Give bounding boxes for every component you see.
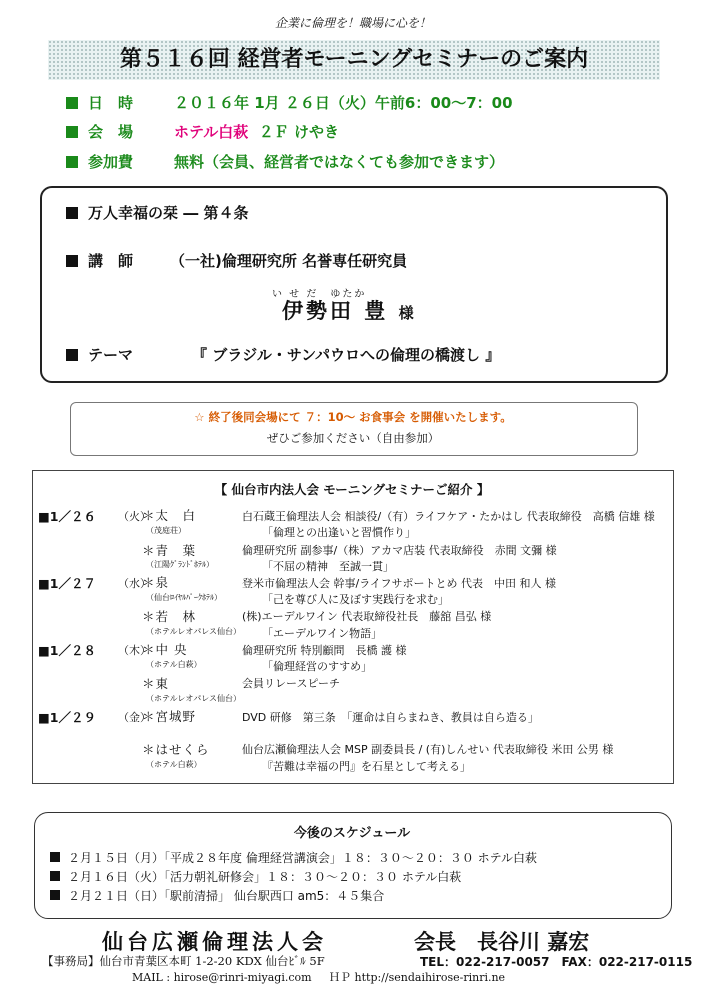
row-hotel: （ホテル白萩）: [146, 760, 202, 769]
office-address: 【事務局】仙台市青葉区本町 1-2-20 KDX 仙台ﾋﾞﾙ 5F: [42, 954, 325, 968]
row-dow: （木）: [118, 644, 151, 657]
schedule-item: [50, 868, 461, 885]
theme-label: テーマ: [88, 346, 134, 364]
theme-row: [66, 344, 500, 365]
page-title: 第５１６回 経営者モーニングセミナーのご案内: [119, 47, 589, 72]
organization-name: 仙台広瀬倫理法人会: [102, 930, 327, 954]
row-description: 倫理研究所 副参事/（株）アカマ店装 代表取締役 赤間 文彌 様: [242, 544, 557, 557]
fee-row: [66, 151, 504, 172]
row-description: 仙台広瀬倫理法人会 MSP 副委員長 / (有)しんせい 代表取締役 米田 公男 様: [242, 743, 614, 756]
bullet-square-icon: [50, 852, 60, 862]
row-dow: （水）: [118, 577, 151, 590]
mail-label: MAIL: [132, 971, 163, 984]
article-text: 万人幸福の栞 ― 第４条: [88, 204, 249, 222]
row-hotel: （ホテル白萩）: [146, 660, 202, 669]
speaker-name-row: [282, 295, 417, 325]
speaker-affiliation: （一社)倫理研究所 名誉専任研究員: [170, 252, 408, 270]
row-place: ＊宮城野: [142, 709, 197, 724]
row-description: 白石蔵王倫理法人会 相談役/（有）ライフケア・たかはし 代表取締役 高橋 信雄 様: [242, 510, 655, 523]
row-date: ■1／２７: [38, 576, 97, 591]
bullet-square-icon: [66, 255, 78, 267]
speaker-name: 伊勢田 豊: [282, 299, 389, 323]
row-place: ＊東: [142, 676, 170, 691]
row-hotel: （仙台ﾛｲﾔﾙﾊﾟｰｸﾎﾃﾙ）: [146, 593, 222, 602]
bullet-square-icon: [66, 97, 78, 109]
row-theme: 「倫理との出逢いと習慣作り」: [262, 526, 416, 539]
row-theme: 「倫理経営のすすめ」: [262, 660, 373, 673]
bullet-square-icon: [50, 871, 60, 881]
bullet-square-icon: [66, 207, 78, 219]
row-description: 登米市倫理法人会 幹事/ライフサポートとめ 代表 中田 和人 様: [242, 577, 557, 590]
bullet-square-icon: [66, 349, 78, 361]
schedule-item-text: ２月１５日（月）「平成２８年度 倫理経営講演会」１８：３０～２０：３０ ホテル白萩: [68, 851, 538, 865]
dinner-notice: ☆ 終了後同会場にて ７：10～ お食事会 を開催いたします。: [194, 410, 512, 424]
date-row: [66, 92, 513, 113]
row-dow: （金）: [118, 711, 151, 724]
mail-link[interactable]: hirose@rinri-miyagi.com: [173, 971, 312, 984]
fee-label: 参加費: [88, 153, 134, 171]
bullet-square-icon: [66, 126, 78, 138]
row-place: ＊青 葉: [142, 543, 197, 558]
row-theme: 「不屈の精神 至誠一貫」: [262, 560, 394, 573]
row-theme: 「己を尊び人に及ぼす実践行を求む」: [262, 593, 449, 606]
row-place: ＊はせくら: [142, 742, 210, 757]
row-theme: 「エーデルワイン物語」: [262, 627, 383, 640]
row-description: (株)エーデルワイン 代表取締役社長 藤舘 昌弘 様: [242, 610, 492, 623]
speaker-label: 講 師: [88, 252, 134, 270]
row-hotel: （ホテルレオパレス仙台）: [146, 694, 241, 703]
dinner-invite: ぜひご参加ください（自由参加）: [266, 431, 440, 445]
row-hotel: （茂庭荘）: [146, 526, 186, 535]
venue-room: ２Ｆ けやき: [258, 123, 339, 141]
date-label: 日 時: [88, 94, 134, 112]
row-description: 会員リレースピーチ: [242, 677, 341, 690]
hp-link[interactable]: http://sendaihirose-rinri.ne: [354, 971, 506, 984]
speaker-suffix: 様: [398, 304, 417, 322]
row-date: ■1／２９: [38, 710, 97, 725]
row-dow: （火）: [118, 510, 151, 523]
schedule-title: 今後のスケジュール: [293, 826, 411, 841]
row-description: 倫理研究所 特別顧問 長橋 護 様: [242, 644, 407, 657]
date-value: ２０１６年 1月 ２６日（火）午前6：00～7：00: [174, 94, 513, 112]
article-row: [66, 202, 248, 223]
intro-title: 【 仙台市内法人会 モーニングセミナーご紹介 】: [214, 482, 490, 497]
row-place: ＊泉: [142, 575, 170, 590]
row-place: ＊太 白: [142, 508, 197, 523]
row-hotel: （ホテルレオパレス仙台）: [146, 627, 241, 636]
fee-value: 無料（会員、経営者ではなくても参加できます）: [174, 153, 505, 171]
speaker-row: [66, 250, 407, 271]
contact-row: MAIL : hirose@rinri-miyagi.com ＨＰ http://sendaihirose-rinri.ne: [132, 971, 506, 984]
chairman: 会長 長谷川 嘉宏: [414, 930, 590, 954]
row-description: DVD 研修 第三条 「運命は自らまねき、教員は自ら造る」: [242, 711, 539, 724]
row-date: ■1／２８: [38, 643, 97, 658]
theme-value: 『 ブラジル・サンパウロへの倫理の橋渡し 』: [192, 346, 501, 364]
row-hotel: （江陽ｸﾞﾗﾝﾄﾞﾎﾃﾙ）: [146, 560, 214, 569]
hp-label: ＨＰ: [329, 971, 352, 984]
tel-fax: TEL：022-217-0057 FAX：022-217-0115: [420, 955, 693, 969]
slogan: 企業に倫理を！職場に心を！: [274, 16, 431, 30]
venue-row: [66, 121, 339, 142]
schedule-item: [50, 849, 537, 866]
row-place: ＊若 林: [142, 609, 197, 624]
row-place: ＊中 央: [142, 642, 188, 657]
schedule-item-text: ２月１６日（火）「活力朝礼研修会」１８：３０～２０：３０ ホテル白萩: [68, 870, 462, 884]
venue-label: 会 場: [88, 123, 134, 141]
bullet-square-icon: [66, 156, 78, 168]
venue-hotel: ホテル白萩: [174, 123, 249, 141]
row-theme: 『苦難は幸福の門』を石星として考える」: [262, 760, 471, 773]
bullet-square-icon: [50, 890, 60, 900]
row-date: ■1／２６: [38, 509, 97, 524]
schedule-item: [50, 887, 384, 904]
schedule-item-text: ２月２１日（日）「駅前清掃」 仙台駅西口 am5：４５集合: [68, 889, 385, 903]
speaker-ruby: い せ だ ゆたか: [272, 289, 367, 300]
